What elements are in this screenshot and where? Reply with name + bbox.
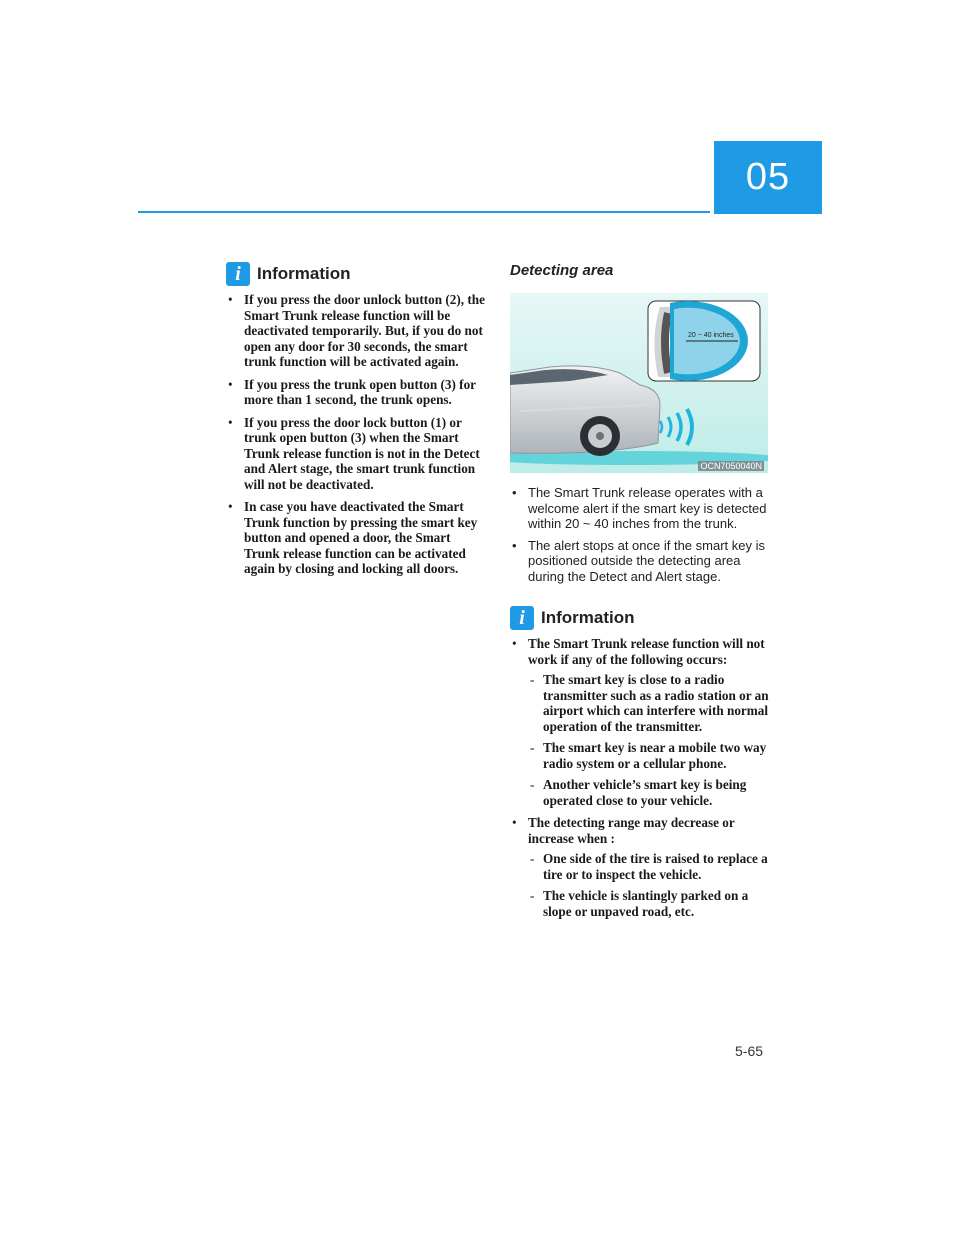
section-title: Detecting area — [510, 262, 614, 279]
list-item-text: The Smart Trunk release function will not work if any of the following occurs: — [528, 636, 765, 667]
chapter-tab: 05 — [714, 141, 822, 214]
info-title: Information — [257, 264, 351, 283]
figure-caption: OCN7050040N — [700, 461, 762, 471]
right-column — [510, 262, 772, 926]
info-bullet-list — [510, 636, 772, 919]
list-item: • If you press the door unlock button (2), the Smart Trunk release function will be deactivated temporarily. But, if you do not open any door for 30 seconds, the smart trunk function will be activated again. — [226, 292, 486, 370]
info-title: Information — [541, 608, 635, 627]
sub-list — [528, 851, 772, 919]
list-item — [510, 636, 772, 808]
list-item-text: The detecting range may decrease or increase when : — [528, 815, 735, 846]
info-bullet-list — [226, 292, 486, 577]
info-header — [226, 262, 486, 286]
info-header — [510, 606, 772, 630]
list-item: • If you press the trunk open button (3) for more than 1 second, the trunk opens. — [226, 377, 486, 408]
sub-list-item: - The smart key is close to a radio transmitter such as a radio station or an airport which can interfere with normal operation of the transmitter. — [528, 672, 772, 734]
sub-list-item: - The vehicle is slantingly parked on a slope or unpaved road, etc. — [528, 888, 772, 919]
list-item — [510, 815, 772, 919]
sub-list — [528, 672, 772, 808]
detecting-area-illustration — [510, 293, 768, 473]
list-item: • The alert stops at once if the smart key is positioned outside the detecting area during the Detect and Alert stage. — [510, 538, 772, 585]
page-number: 5-65 — [735, 1043, 764, 1059]
left-column — [226, 262, 486, 584]
sub-list-item: - One side of the tire is raised to replace a tire or to inspect the vehicle. — [528, 851, 772, 882]
info-icon: i — [510, 606, 534, 630]
sub-list-item: - The smart key is near a mobile two way radio system or a cellular phone. — [528, 740, 772, 771]
range-label: 20 ~ 40 inches — [688, 332, 734, 339]
list-item: • In case you have deactivated the Smart Trunk function by pressing the smart key button and opened a door, the Smart Trunk release function can be activated again by closing and locking all doors. — [226, 499, 486, 577]
info-icon: i — [226, 262, 250, 286]
chapter-divider-line — [138, 211, 710, 213]
car-illustration — [510, 293, 768, 473]
list-item: • The Smart Trunk release operates with a welcome alert if the smart key is detected within 20 ~ 40 inches from the trunk. — [510, 485, 772, 532]
info-block-2 — [510, 606, 772, 919]
sub-list-item: - Another vehicle’s smart key is being operated close to your vehicle. — [528, 777, 772, 808]
detecting-bullet-list — [510, 485, 772, 584]
list-item: • If you press the door lock button (1) or trunk open button (3) when the Smart Trunk release function is not in the Detect and Alert stage, the smart trunk function will not be deactivated. — [226, 415, 486, 493]
